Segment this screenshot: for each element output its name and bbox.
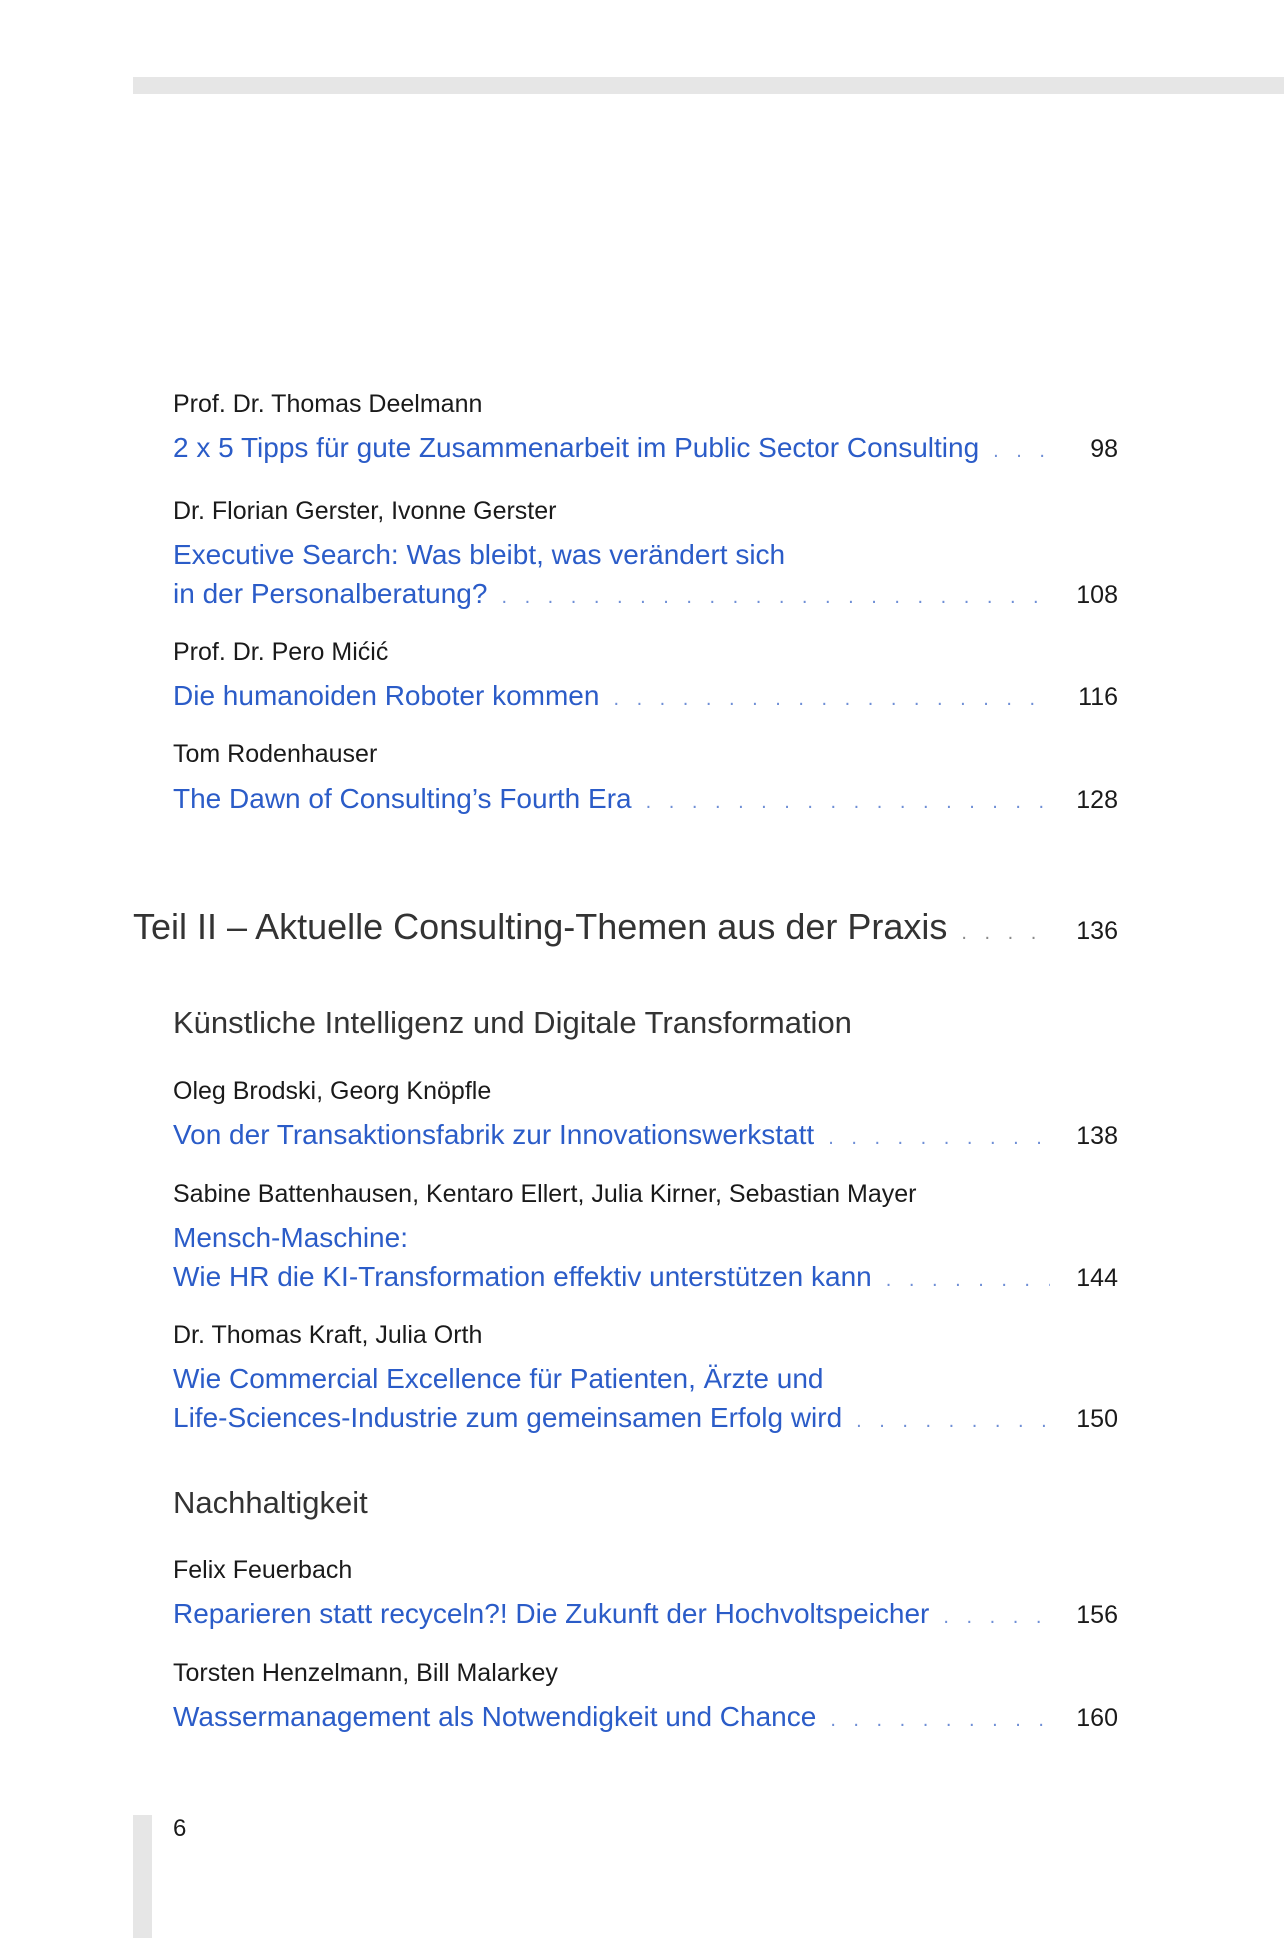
entry-title: Von der Transaktionsfabrik zur Innovationswerkstatt	[173, 1119, 815, 1150]
dot-leader	[613, 688, 1050, 711]
entry-page: 138	[1076, 1122, 1118, 1150]
entry-author: Dr. Thomas Kraft, Julia Orth	[173, 1321, 483, 1349]
entry-page: 98	[1090, 435, 1118, 463]
section-heading-nachhaltigkeit: Nachhaltigkeit	[173, 1485, 368, 1520]
entry-author: Tom Rodenhauser	[173, 740, 378, 768]
dot-leader	[856, 1410, 1050, 1433]
dot-leader	[830, 1709, 1050, 1732]
entry-page: 144	[1076, 1264, 1118, 1292]
entry-page: 108	[1076, 581, 1118, 609]
part-heading[interactable]	[133, 906, 1118, 948]
entry-title-line1[interactable]: Wie Commercial Excellence für Patienten, Ärzte und	[173, 1363, 824, 1394]
bottom-side-decor-bar	[133, 1815, 152, 1938]
entry-page: 156	[1076, 1601, 1118, 1629]
dot-leader	[501, 586, 1050, 609]
toc-entry-link[interactable]	[173, 1701, 1118, 1733]
entry-page: 150	[1076, 1405, 1118, 1433]
entry-title: Wie HR die KI-Transformation effektiv unterstützen kann	[173, 1261, 872, 1292]
toc-entry-link[interactable]	[173, 1598, 1118, 1630]
entry-page: 160	[1076, 1704, 1118, 1732]
section-heading-ki: Künstliche Intelligenz und Digitale Transformation	[173, 1005, 852, 1040]
entry-author: Sabine Battenhausen, Kentaro Ellert, Julia Kirner, Sebastian Mayer	[173, 1180, 917, 1208]
toc-entry-link[interactable]	[173, 432, 1118, 464]
dot-leader	[961, 922, 1050, 945]
toc-entry-link[interactable]	[173, 680, 1118, 712]
entry-page: 116	[1078, 683, 1118, 711]
entry-title-line1[interactable]: Mensch-Maschine:	[173, 1222, 408, 1253]
dot-leader	[646, 791, 1050, 814]
entry-author: Dr. Florian Gerster, Ivonne Gerster	[173, 497, 557, 525]
toc-entry-link[interactable]	[173, 1261, 1118, 1293]
dot-leader	[886, 1269, 1050, 1292]
entry-author: Prof. Dr. Thomas Deelmann	[173, 390, 483, 418]
entry-author: Torsten Henzelmann, Bill Malarkey	[173, 1659, 558, 1687]
entry-title: Reparieren statt recyceln?! Die Zukunft der Hochvoltspeicher	[173, 1598, 930, 1629]
entry-title: 2 x 5 Tipps für gute Zusammenarbeit im Public Sector Consulting	[173, 432, 980, 463]
entry-title: in der Personalberatung?	[173, 578, 488, 609]
part-page: 136	[1076, 917, 1118, 945]
entry-author: Oleg Brodski, Georg Knöpfle	[173, 1077, 492, 1105]
toc-entry-link[interactable]	[173, 578, 1118, 610]
toc-entry-link[interactable]	[173, 783, 1118, 815]
entry-page: 128	[1076, 786, 1118, 814]
entry-title: Wassermanagement als Notwendigkeit und Chance	[173, 1701, 817, 1732]
entry-author: Felix Feuerbach	[173, 1556, 353, 1584]
dot-leader	[828, 1127, 1050, 1150]
page-number: 6	[173, 1815, 187, 1842]
entry-title: Life-Sciences-Industrie zum gemeinsamen Erfolg wird	[173, 1402, 843, 1433]
dot-leader	[943, 1606, 1050, 1629]
dot-leader	[993, 440, 1050, 463]
toc-entry-link[interactable]	[173, 1119, 1118, 1151]
entry-author: Prof. Dr. Pero Mićić	[173, 638, 389, 666]
top-decor-bar	[133, 77, 1284, 94]
entry-title: The Dawn of Consulting’s Fourth Era	[173, 783, 632, 814]
entry-title-line1[interactable]: Executive Search: Was bleibt, was verändert sich	[173, 539, 786, 570]
part-title: Teil II – Aktuelle Consulting-Themen aus der Praxis	[133, 906, 948, 947]
toc-entry-link[interactable]	[173, 1402, 1118, 1434]
entry-title: Die humanoiden Roboter kommen	[173, 680, 600, 711]
